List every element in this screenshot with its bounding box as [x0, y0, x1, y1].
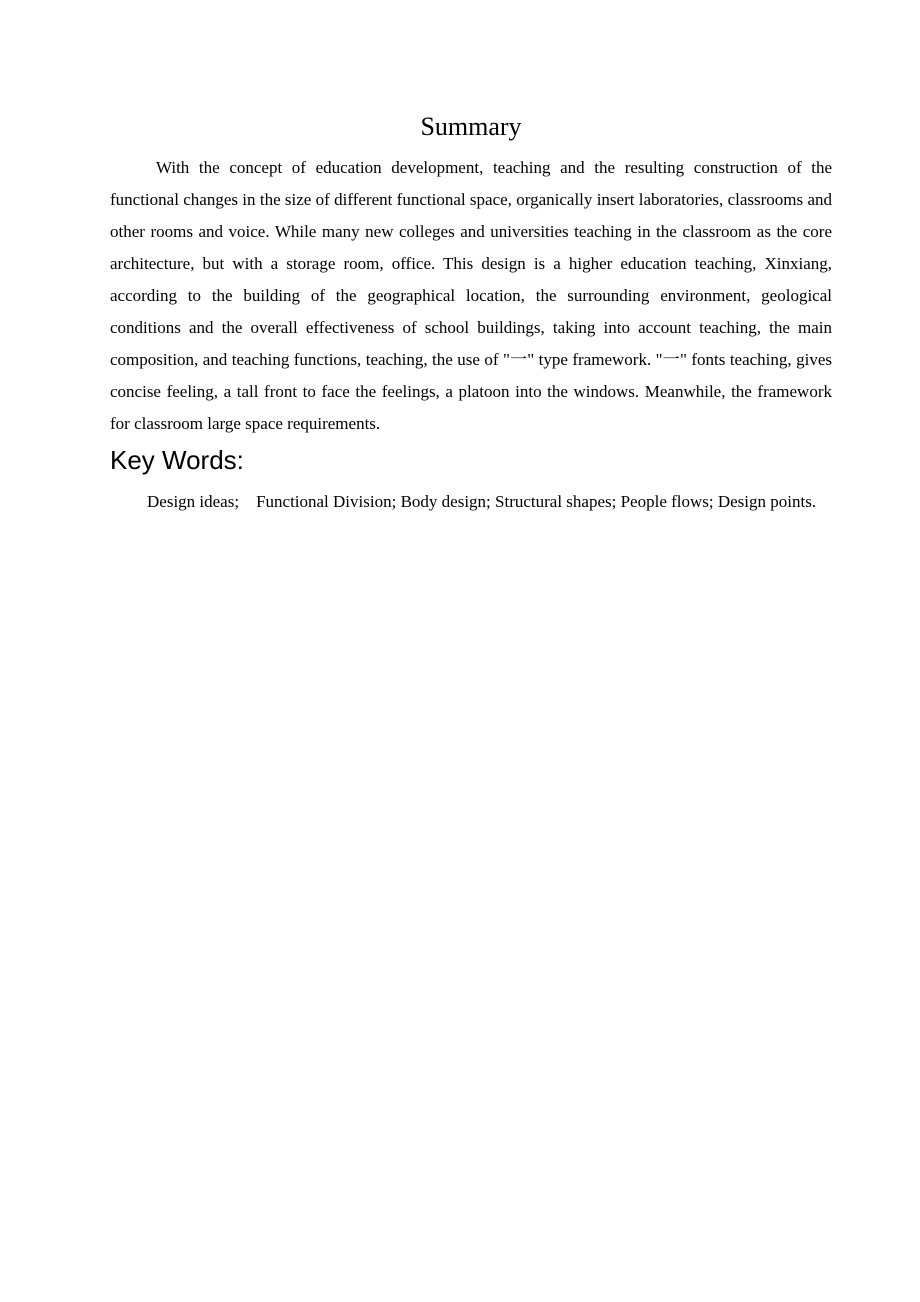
- keywords-list: Design ideas; Functional Division; Body design; Structural shapes; People flows; Design points.: [147, 492, 817, 511]
- page-title: Summary: [420, 112, 522, 141]
- abstract-paragraph: With the concept of education development, teaching and the resulting construction of the functional changes in the size of different functional space, organically insert laboratories, classrooms and other rooms and voice. While many new colleges and universities teaching in the classroom as the core architecture, but with a storage room, office. This design is a higher education teaching, Xinxiang, according to the building of the geographical location, the surrounding environment, geological conditions and the overall effectiveness of school buildings, taking into account teaching, the main composition, and teaching functions, teaching, the use of "一" type framework. "一" fonts teaching, gives concise feeling, a tall front to face the feelings, a platoon into the windows. Meanwhile, the framework for classroom large space requirements.: [110, 158, 832, 433]
- document-content: [110, 108, 832, 518]
- keywords-heading: Key Words:: [110, 445, 244, 475]
